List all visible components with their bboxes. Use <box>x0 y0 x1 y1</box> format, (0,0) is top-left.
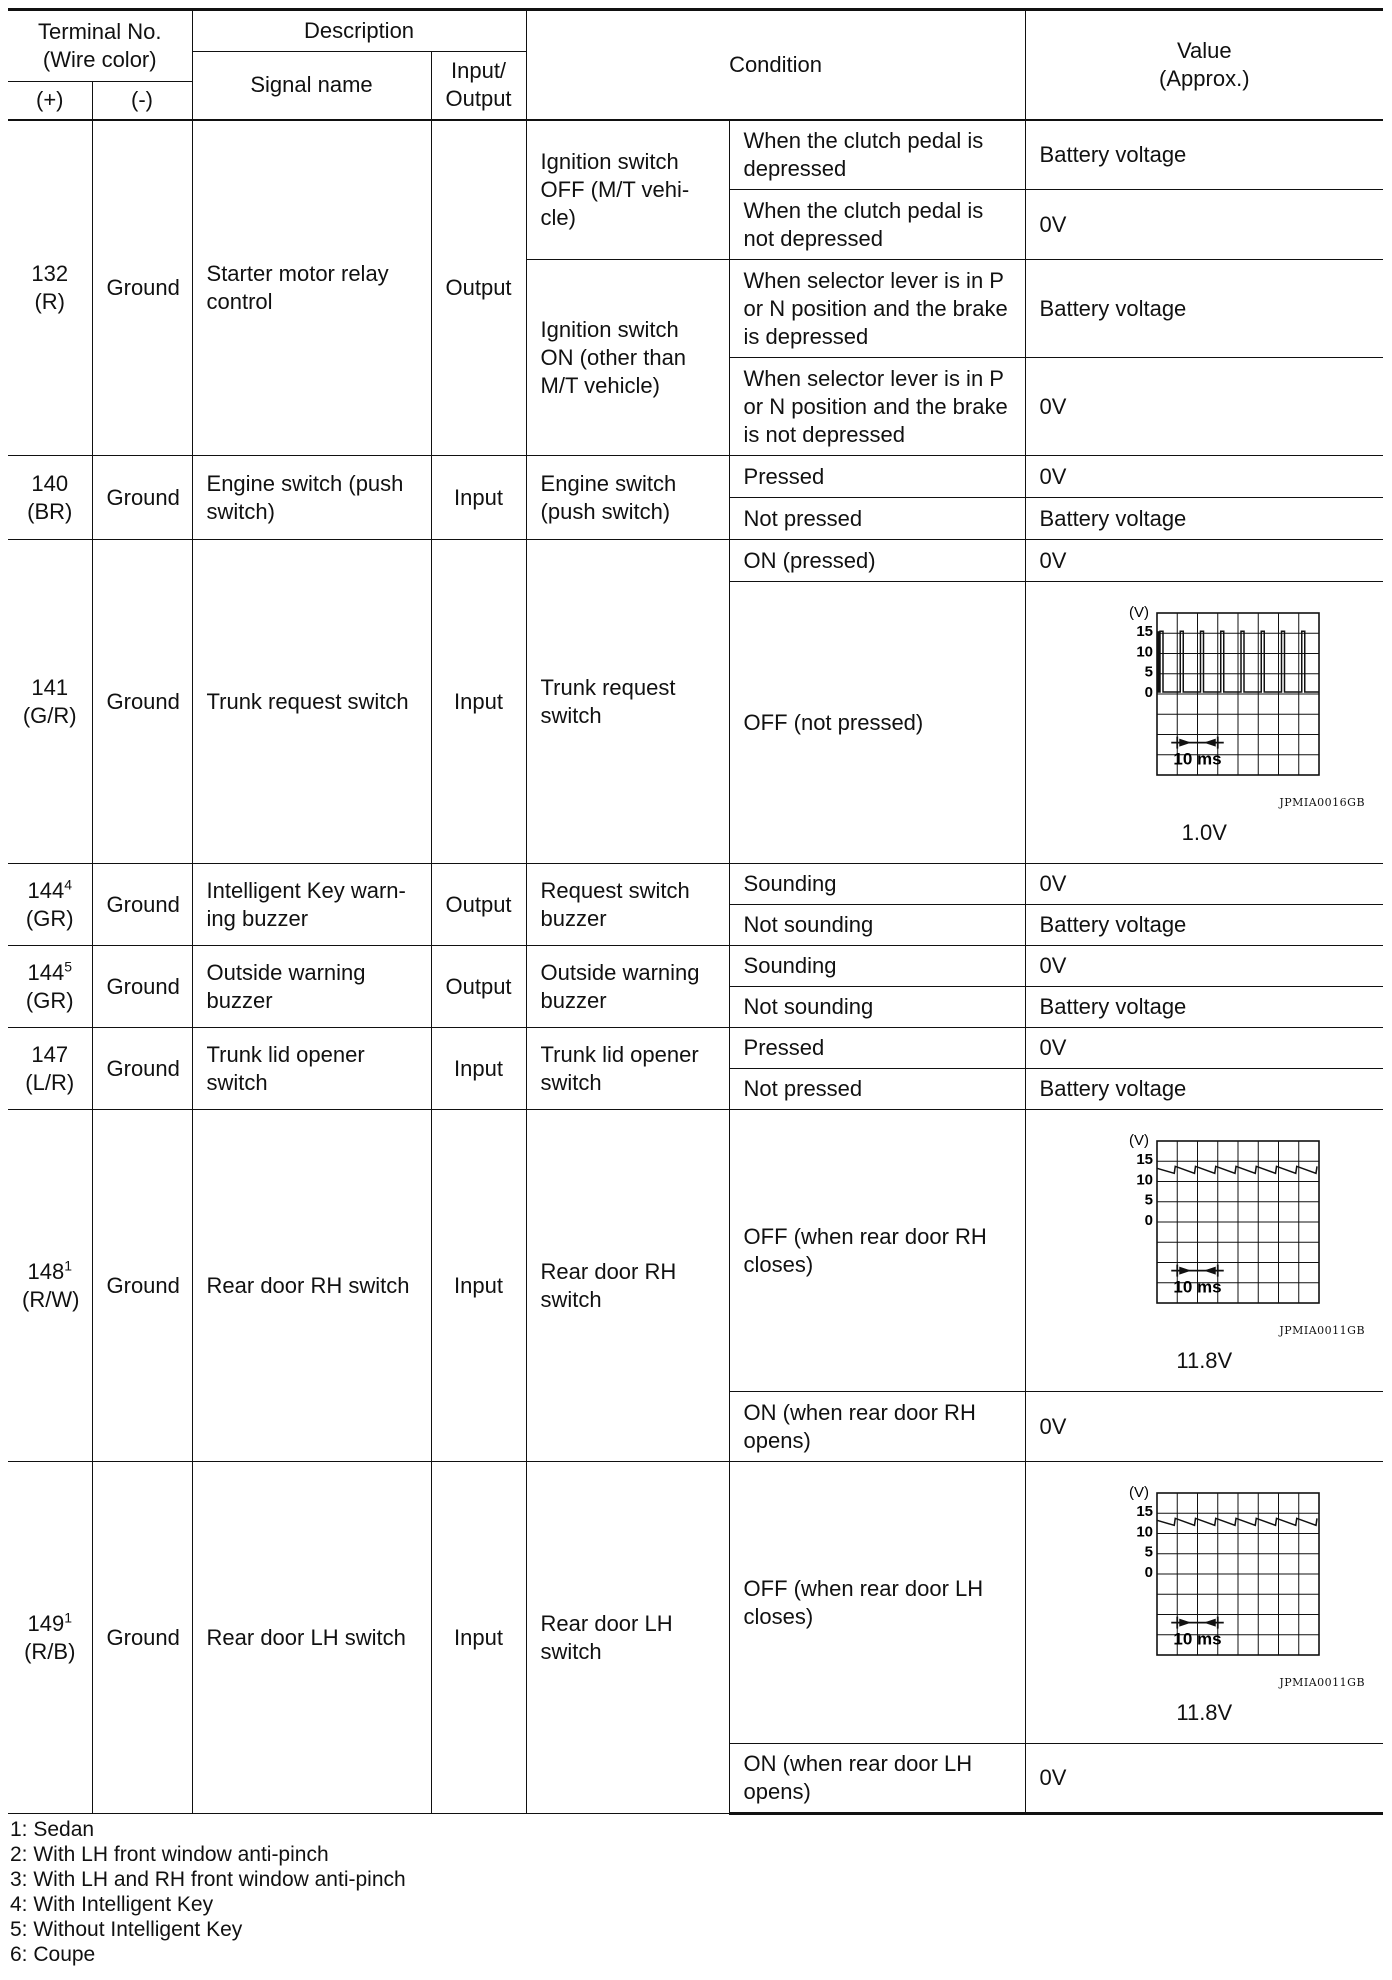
condition-detail: Sounding <box>729 946 1025 987</box>
wire-color: (BR) <box>27 498 73 524</box>
signal-name: Trunk request switch <box>192 540 431 864</box>
time-scale-arrow <box>1180 1266 1192 1274</box>
signal-name: Starter motor relay control <box>192 120 431 456</box>
condition-group: Trunk lid opener switch <box>526 1028 729 1110</box>
io-type: Output <box>431 864 526 946</box>
wire-color: (R/B) <box>24 1638 76 1664</box>
footnote-ref: 1 <box>64 1257 72 1274</box>
condition-detail: Pressed <box>729 456 1025 498</box>
minus-terminal: Ground <box>92 120 192 456</box>
wire-color: (G/R) <box>22 702 77 728</box>
scope-tick-label: 5 <box>1144 663 1154 681</box>
condition-detail: ON (when rear door LH opens) <box>729 1744 1025 1814</box>
terminal-number: 132 <box>31 260 69 286</box>
terminal-cell <box>8 120 92 456</box>
waveform-code: JPMIA0016GB <box>1279 795 1366 809</box>
waveform-cell <box>1025 582 1383 864</box>
signal-name: Rear door LH switch <box>192 1462 431 1814</box>
waveform-rear-door-rh <box>1079 1127 1329 1317</box>
terminal-cell <box>8 540 92 864</box>
condition-detail: Not pressed <box>729 498 1025 540</box>
table-row <box>8 864 1383 905</box>
footnote-ref: 4 <box>64 876 72 893</box>
value-cell: 0V <box>1025 358 1383 456</box>
header-terminal <box>8 10 192 82</box>
value-cell: Battery voltage <box>1025 905 1383 946</box>
scope-tick-label: 15 <box>1136 1502 1154 1520</box>
condition-group: Ignition switch ON (other than M/T vehicle) <box>526 260 729 456</box>
time-scale-label: 10 ms <box>1173 1629 1222 1649</box>
minus-terminal: Ground <box>92 1462 192 1814</box>
terminal-cell <box>8 1028 92 1110</box>
time-scale-arrow <box>1180 1618 1192 1626</box>
io-type: Input <box>431 1028 526 1110</box>
signal-name: Trunk lid opener switch <box>192 1028 431 1110</box>
header-minus: (-) <box>92 82 192 120</box>
signal-name: Outside warning buzzer <box>192 946 431 1028</box>
footnotes <box>8 1817 1383 1967</box>
minus-terminal: Ground <box>92 946 192 1028</box>
scope-unit-label: (V) <box>1129 1131 1150 1149</box>
terminal-cell <box>8 864 92 946</box>
header-signal-name: Signal name <box>192 52 431 120</box>
time-scale-label: 10 ms <box>1173 1277 1222 1297</box>
header-approx: (Approx.) <box>1159 65 1250 91</box>
signal-name: Rear door RH switch <box>192 1110 431 1462</box>
value-cell: 0V <box>1025 1028 1383 1069</box>
table-row <box>8 1110 1383 1392</box>
footnote: 3: With LH and RH front window anti-pinch <box>10 1868 406 1891</box>
condition-group: Ignition switch OFF (M/T vehi-cle) <box>526 120 729 260</box>
waveform-cell <box>1025 1110 1383 1392</box>
terminal-table-page <box>8 8 1383 1967</box>
header-terminal-no: Terminal No. <box>38 19 162 44</box>
wire-color: (GR) <box>25 905 74 931</box>
value-cell: 0V <box>1025 456 1383 498</box>
table-row <box>8 540 1383 582</box>
terminal-cell <box>8 456 92 540</box>
wire-color: (L/R) <box>25 1069 75 1095</box>
time-scale-arrow <box>1204 1618 1216 1626</box>
condition-group: Outside warning buzzer <box>526 946 729 1028</box>
io-type: Input <box>431 1110 526 1462</box>
waveform-trunk-request <box>1079 599 1329 789</box>
condition-detail: Not sounding <box>729 905 1025 946</box>
minus-terminal: Ground <box>92 1110 192 1462</box>
terminal-number: 144 <box>27 959 65 985</box>
time-scale-arrow <box>1204 738 1216 746</box>
value-cell: Battery voltage <box>1025 260 1383 358</box>
condition-detail: Sounding <box>729 864 1025 905</box>
footnote: 6: Coupe <box>10 1943 96 1966</box>
terminal-number: 149 <box>27 1610 65 1636</box>
condition-group: Request switch buzzer <box>526 864 729 946</box>
minus-terminal: Ground <box>92 864 192 946</box>
waveform-value: 11.8V <box>1176 1347 1233 1373</box>
condition-detail: Not pressed <box>729 1069 1025 1110</box>
signal-name: Intelligent Key warn-ing buzzer <box>192 864 431 946</box>
terminal-number: 147 <box>31 1041 69 1067</box>
io-type: Input <box>431 1462 526 1814</box>
condition-detail: OFF (not pressed) <box>729 582 1025 864</box>
footnote-ref: 5 <box>64 958 72 975</box>
value-cell: 0V <box>1025 540 1383 582</box>
condition-group: Trunk request switch <box>526 540 729 864</box>
wire-color: (R/W) <box>22 1286 80 1312</box>
scope-trace <box>1157 1166 1317 1173</box>
scope-unit-label: (V) <box>1129 1483 1150 1501</box>
table-row <box>8 1028 1383 1069</box>
condition-detail: When the clutch pedal is not depressed <box>729 190 1025 260</box>
scope-unit-label: (V) <box>1129 603 1150 621</box>
footnote: 2: With LH front window anti-pinch <box>10 1843 329 1866</box>
time-scale-label: 10 ms <box>1173 749 1222 769</box>
condition-group: Engine switch (push switch) <box>526 456 729 540</box>
scope-tick-label: 5 <box>1144 1543 1154 1561</box>
scope-tick-label: 10 <box>1136 1522 1154 1540</box>
scope-tick-label: 15 <box>1136 1150 1154 1168</box>
footnote: 4: With Intelligent Key <box>10 1893 214 1916</box>
footnote: 5: Without Intelligent Key <box>10 1918 243 1941</box>
io-type: Output <box>431 946 526 1028</box>
condition-detail: OFF (when rear door LH closes) <box>729 1462 1025 1744</box>
waveform-cell <box>1025 1462 1383 1744</box>
header-description: Description <box>192 10 526 52</box>
condition-detail: Pressed <box>729 1028 1025 1069</box>
minus-terminal: Ground <box>92 456 192 540</box>
header-wire-color: (Wire color) <box>42 47 157 72</box>
waveform-rear-door-lh <box>1079 1479 1329 1669</box>
io-type: Output <box>431 120 526 456</box>
value-cell: Battery voltage <box>1025 987 1383 1028</box>
condition-detail: Not sounding <box>729 987 1025 1028</box>
header-value <box>1025 10 1383 120</box>
value-cell: 0V <box>1025 1392 1383 1462</box>
scope-tick-label: 15 <box>1136 622 1154 640</box>
waveform-code: JPMIA0011GB <box>1279 1675 1366 1689</box>
scope-trace <box>1157 1518 1317 1525</box>
signal-name: Engine switch (push switch) <box>192 456 431 540</box>
header-condition: Condition <box>526 10 1025 120</box>
table-row <box>8 1462 1383 1744</box>
table-row <box>8 456 1383 498</box>
condition-detail: When selector lever is in P or N position and the brake is not depressed <box>729 358 1025 456</box>
terminal-cell <box>8 1110 92 1462</box>
minus-terminal: Ground <box>92 540 192 864</box>
value-cell: 0V <box>1025 946 1383 987</box>
terminal-number: 144 <box>27 877 65 903</box>
wire-color: (GR) <box>25 987 74 1013</box>
footnote-ref: 1 <box>64 1609 72 1626</box>
time-scale-arrow <box>1180 738 1192 746</box>
minus-terminal: Ground <box>92 1028 192 1110</box>
table-row <box>8 946 1383 987</box>
waveform-value: 1.0V <box>1181 819 1227 845</box>
scope-tick-label: 0 <box>1144 683 1154 701</box>
scope-tick-label: 10 <box>1136 1170 1154 1188</box>
condition-group: Rear door RH switch <box>526 1110 729 1462</box>
waveform-value: 11.8V <box>1176 1699 1233 1725</box>
waveform-code: JPMIA0011GB <box>1279 1323 1366 1337</box>
value-cell: Battery voltage <box>1025 498 1383 540</box>
scope-tick-label: 5 <box>1144 1191 1154 1209</box>
condition-detail: When selector lever is in P or N position and the brake is depressed <box>729 260 1025 358</box>
scope-tick-label: 10 <box>1136 642 1154 660</box>
table-row <box>8 120 1383 190</box>
header-input-output: Input/ Output <box>431 52 526 120</box>
wire-color: (R) <box>34 288 66 314</box>
value-cell: Battery voltage <box>1025 1069 1383 1110</box>
terminal-number: 148 <box>27 1258 65 1284</box>
header-value-label: Value <box>1176 37 1232 63</box>
value-cell: Battery voltage <box>1025 120 1383 190</box>
terminal-number: 141 <box>31 674 69 700</box>
condition-detail: When the clutch pedal is depressed <box>729 120 1025 190</box>
condition-group: Rear door LH switch <box>526 1462 729 1814</box>
value-cell: 0V <box>1025 864 1383 905</box>
io-type: Input <box>431 540 526 864</box>
terminal-cell <box>8 1462 92 1814</box>
scope-tick-label: 0 <box>1144 1211 1154 1229</box>
terminal-number: 140 <box>31 470 69 496</box>
value-cell: 0V <box>1025 1744 1383 1814</box>
footnote: 1: Sedan <box>10 1818 95 1841</box>
condition-detail: ON (when rear door RH opens) <box>729 1392 1025 1462</box>
header-plus: (+) <box>8 82 92 120</box>
io-type: Input <box>431 456 526 540</box>
terminal-cell <box>8 946 92 1028</box>
condition-detail: OFF (when rear door RH closes) <box>729 1110 1025 1392</box>
terminal-table <box>8 8 1383 1815</box>
condition-detail: ON (pressed) <box>729 540 1025 582</box>
time-scale-arrow <box>1204 1266 1216 1274</box>
scope-tick-label: 0 <box>1144 1563 1154 1581</box>
value-cell: 0V <box>1025 190 1383 260</box>
scope-trace-edge <box>1157 631 1160 692</box>
